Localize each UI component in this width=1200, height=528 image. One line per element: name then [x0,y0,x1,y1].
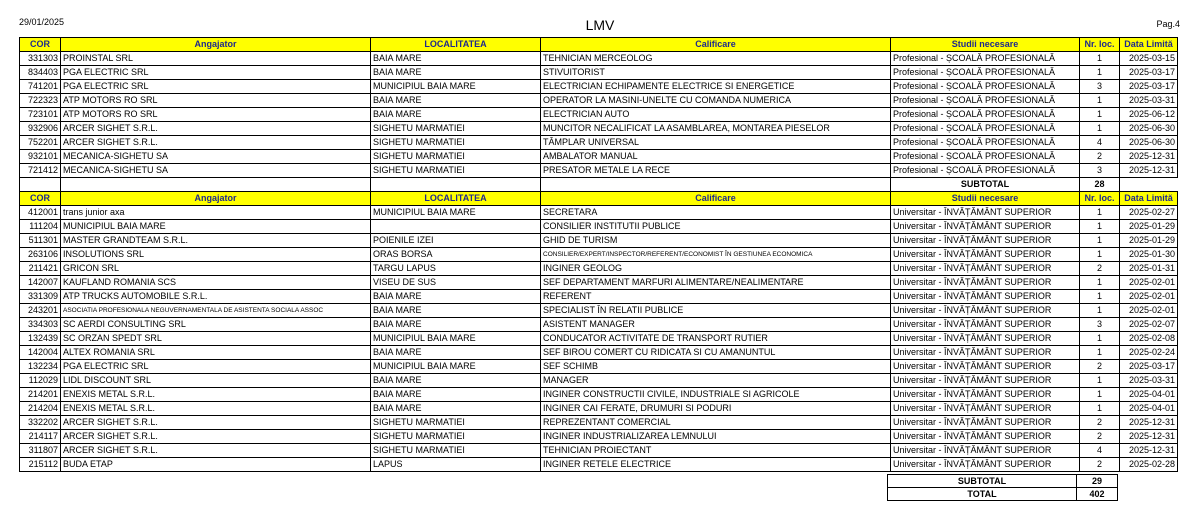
cell-studii: Profesional - ȘCOALĂ PROFESIONALĂ [891,52,1080,66]
cell-nr-loc: 3 [1080,164,1120,178]
table-row [20,458,1178,472]
cell-cor: 334303 [20,318,61,332]
cell-calificare: INGINER CAI FERATE, DRUMURI SI PODURI [541,402,891,416]
cell-angajator: ENEXIS METAL S.R.L. [61,388,371,402]
cell-nr-loc: 2 [1080,416,1120,430]
cell-studii: Universitar - ÎNVĂȚĂMÂNT SUPERIOR [891,388,1080,402]
cell-nr-loc: 4 [1080,444,1120,458]
cell-calificare: CONDUCATOR ACTIVITATE DE TRANSPORT RUTIER [541,332,891,346]
column-header-data-limita: Data Limită [1120,192,1178,206]
cell-cor: 112029 [20,374,61,388]
cell-calificare: INGINER CONSTRUCTII CIVILE, INDUSTRIALE SI AGRICOLE [541,388,891,402]
table-row [20,276,1178,290]
cell-studii: Universitar - ÎNVĂȚĂMÂNT SUPERIOR [891,276,1080,290]
cell-cor: 243201 [20,304,61,318]
cell-calificare: PRESATOR METALE LA RECE [541,164,891,178]
cell-studii: Universitar - ÎNVĂȚĂMÂNT SUPERIOR [891,458,1080,472]
cell-calificare: TEHNICIAN MERCEOLOG [541,52,891,66]
column-header-data-limita: Data Limită [1120,38,1178,52]
cell-localitatea: SIGHETU MARMATIEI [371,150,541,164]
cell-studii: Profesional - ȘCOALĂ PROFESIONALĂ [891,122,1080,136]
column-header-angajator: Angajator [61,38,371,52]
table-row [20,416,1178,430]
table-row [20,52,1178,66]
cell-localitatea: BAIA MARE [371,290,541,304]
cell-nr-loc: 2 [1080,150,1120,164]
cell-nr-loc: 1 [1080,304,1120,318]
cell-localitatea: BAIA MARE [371,346,541,360]
cell-calificare: REFERENT [541,290,891,304]
cell-angajator: ARCER SIGHET S.R.L. [61,444,371,458]
cell-localitatea [371,220,541,234]
cell-localitatea: SIGHETU MARMATIEI [371,444,541,458]
cell-calificare: ELECTRICIAN ECHIPAMENTE ELECTRICE SI ENERGETICE [541,80,891,94]
cell-cor: 412001 [20,206,61,220]
cell-angajator: MASTER GRANDTEAM S.R.L. [61,234,371,248]
cell-studii: Profesional - ȘCOALĂ PROFESIONALĂ [891,66,1080,80]
cell-nr-loc: 1 [1080,374,1120,388]
cell-nr-loc: 1 [1080,206,1120,220]
cell-cor: 511301 [20,234,61,248]
column-header-localitatea: LOCALITATEA [371,192,541,206]
cell-localitatea: ORAS BORSA [371,248,541,262]
cell-calificare: SECRETARA [541,206,891,220]
cell-nr-loc: 2 [1080,430,1120,444]
cell-cor: 211421 [20,262,61,276]
cell-calificare: STIVUITORIST [541,66,891,80]
total-row [888,488,1118,501]
cell-studii: Universitar - ÎNVĂȚĂMÂNT SUPERIOR [891,332,1080,346]
cell-calificare: REPREZENTANT COMERCIAL [541,416,891,430]
cell-data-limita: 2025-02-01 [1120,276,1178,290]
table-row [20,234,1178,248]
cell-nr-loc: 1 [1080,122,1120,136]
cell-localitatea: VISEU DE SUS [371,276,541,290]
cell-calificare: INGINER INDUSTRIALIZAREA LEMNULUI [541,430,891,444]
cell-studii: Universitar - ÎNVĂȚĂMÂNT SUPERIOR [891,248,1080,262]
cell-angajator: trans junior axa [61,206,371,220]
cell-localitatea: BAIA MARE [371,374,541,388]
cell-localitatea: POIENILE IZEI [371,234,541,248]
cell-data-limita: 2025-04-01 [1120,388,1178,402]
cell-nr-loc: 1 [1080,234,1120,248]
totals-table [887,474,1118,501]
cell-studii: Universitar - ÎNVĂȚĂMÂNT SUPERIOR [891,402,1080,416]
cell-calificare: CONSILIER INSTITUTII PUBLICE [541,220,891,234]
cell-cor: 132234 [20,360,61,374]
cell-data-limita: 2025-02-24 [1120,346,1178,360]
cell-cor: 752201 [20,136,61,150]
cell-localitatea: TARGU LAPUS [371,262,541,276]
cell-data-limita: 2025-12-31 [1120,430,1178,444]
cell-angajator: MECANICA-SIGHETU SA [61,164,371,178]
cell-cor: 132439 [20,332,61,346]
cell-angajator: PGA ELECTRIC SRL [61,360,371,374]
cell-localitatea: SIGHETU MARMATIEI [371,416,541,430]
cell-nr-loc: 2 [1080,458,1120,472]
table-row [20,318,1178,332]
table-row [20,248,1178,262]
subtotal-value: 28 [1080,178,1120,192]
cell-data-limita: 2025-01-31 [1120,262,1178,276]
cell-studii: Universitar - ÎNVĂȚĂMÂNT SUPERIOR [891,416,1080,430]
cell-studii: Universitar - ÎNVĂȚĂMÂNT SUPERIOR [891,444,1080,458]
cell-angajator: PROINSTAL SRL [61,52,371,66]
cell-data-limita: 2025-03-17 [1120,80,1178,94]
cell-calificare: TÂMPLAR UNIVERSAL [541,136,891,150]
total-value: 402 [1077,488,1118,501]
cell-cor: 932101 [20,150,61,164]
cell-calificare: INGINER RETELE ELECTRICE [541,458,891,472]
cell-localitatea: MUNICIPIUL BAIA MARE [371,80,541,94]
cell-calificare: INGINER GEOLOG [541,262,891,276]
empty-cell [541,178,891,192]
cell-calificare: ASISTENT MANAGER [541,318,891,332]
cell-angajator: KAUFLAND ROMANIA SCS [61,276,371,290]
cell-data-limita: 2025-02-08 [1120,332,1178,346]
table-row [20,402,1178,416]
table-row [20,206,1178,220]
cell-data-limita: 2025-02-27 [1120,206,1178,220]
cell-localitatea: LAPUS [371,458,541,472]
cell-data-limita: 2025-02-01 [1120,304,1178,318]
cell-studii: Universitar - ÎNVĂȚĂMÂNT SUPERIOR [891,234,1080,248]
cell-studii: Profesional - ȘCOALĂ PROFESIONALĂ [891,80,1080,94]
cell-nr-loc: 1 [1080,332,1120,346]
cell-localitatea: SIGHETU MARMATIEI [371,122,541,136]
cell-calificare: GHID DE TURISM [541,234,891,248]
cell-studii: Profesional - ȘCOALĂ PROFESIONALĂ [891,94,1080,108]
cell-data-limita: 2025-12-31 [1120,416,1178,430]
cell-nr-loc: 1 [1080,94,1120,108]
cell-angajator: INSOLUTIONS SRL [61,248,371,262]
header-row [20,38,1178,52]
cell-localitatea: SIGHETU MARMATIEI [371,136,541,150]
cell-nr-loc: 1 [1080,346,1120,360]
cell-cor: 142007 [20,276,61,290]
cell-cor: 741201 [20,80,61,94]
cell-angajator: MUNICIPIUL BAIA MARE [61,220,371,234]
column-header-calificare: Calificare [541,38,891,52]
cell-data-limita: 2025-06-12 [1120,108,1178,122]
cell-calificare: SEF BIROU COMERT CU RIDICATA SI CU AMANUNTUL [541,346,891,360]
cell-angajator: ARCER SIGHET S.R.L. [61,416,371,430]
cell-calificare: CONSILIER/EXPERT/INSPECTOR/REFERENT/ECONOMIST ÎN GESTIUNEA ECONOMICA [541,248,891,262]
cell-localitatea: SIGHETU MARMATIEI [371,164,541,178]
cell-cor: 263106 [20,248,61,262]
cell-studii: Universitar - ÎNVĂȚĂMÂNT SUPERIOR [891,346,1080,360]
subtotal-label: SUBTOTAL [888,475,1077,488]
table-row [20,304,1178,318]
cell-cor: 111204 [20,220,61,234]
cell-data-limita: 2025-03-31 [1120,94,1178,108]
empty-cell [371,178,541,192]
cell-studii: Universitar - ÎNVĂȚĂMÂNT SUPERIOR [891,262,1080,276]
cell-data-limita: 2025-03-17 [1120,360,1178,374]
cell-angajator: LIDL DISCOUNT SRL [61,374,371,388]
table-row [20,220,1178,234]
cell-nr-loc: 1 [1080,402,1120,416]
cell-data-limita: 2025-01-29 [1120,220,1178,234]
column-header-cor: COR [20,192,61,206]
cell-studii: Universitar - ÎNVĂȚĂMÂNT SUPERIOR [891,360,1080,374]
cell-data-limita: 2025-12-31 [1120,164,1178,178]
cell-nr-loc: 1 [1080,220,1120,234]
cell-studii: Profesional - ȘCOALĂ PROFESIONALĂ [891,164,1080,178]
cell-studii: Universitar - ÎNVĂȚĂMÂNT SUPERIOR [891,290,1080,304]
cell-angajator: ATP MOTORS RO SRL [61,108,371,122]
cell-nr-loc: 2 [1080,262,1120,276]
cell-data-limita: 2025-02-28 [1120,458,1178,472]
cell-data-limita: 2025-06-30 [1120,122,1178,136]
table-row [20,164,1178,178]
cell-localitatea: BAIA MARE [371,108,541,122]
cell-data-limita: 2025-12-31 [1120,444,1178,458]
cell-studii: Profesional - ȘCOALĂ PROFESIONALĂ [891,108,1080,122]
cell-angajator: PGA ELECTRIC SRL [61,80,371,94]
table-row [20,444,1178,458]
cell-cor: 214204 [20,402,61,416]
header-row [20,192,1178,206]
cell-angajator: GRICON SRL [61,262,371,276]
cell-localitatea: MUNICIPIUL BAIA MARE [371,360,541,374]
table-row [20,346,1178,360]
subtotal-label: SUBTOTAL [891,178,1080,192]
cell-localitatea: BAIA MARE [371,66,541,80]
cell-angajator: SC AERDI CONSULTING SRL [61,318,371,332]
cell-studii: Universitar - ÎNVĂȚĂMÂNT SUPERIOR [891,304,1080,318]
cell-nr-loc: 1 [1080,108,1120,122]
report-title: LMV [585,17,615,33]
cell-data-limita: 2025-02-07 [1120,318,1178,332]
cell-angajator: PGA ELECTRIC SRL [61,66,371,80]
cell-calificare: MUNCITOR NECALIFICAT LA ASAMBLAREA, MONTAREA PIESELOR [541,122,891,136]
cell-nr-loc: 1 [1080,52,1120,66]
cell-angajator: ARCER SIGHET S.R.L. [61,430,371,444]
cell-angajator: ATP TRUCKS AUTOMOBILE S.R.L. [61,290,371,304]
cell-cor: 331309 [20,290,61,304]
cell-localitatea: BAIA MARE [371,304,541,318]
table-row [20,108,1178,122]
cell-cor: 932906 [20,122,61,136]
cell-nr-loc: 4 [1080,136,1120,150]
cell-nr-loc: 1 [1080,388,1120,402]
table-row [20,136,1178,150]
column-header-calificare: Calificare [541,192,891,206]
cell-calificare: TEHNICIAN PROIECTANT [541,444,891,458]
column-header-studii: Studii necesare [891,192,1080,206]
cell-studii: Universitar - ÎNVĂȚĂMÂNT SUPERIOR [891,220,1080,234]
cell-localitatea: BAIA MARE [371,94,541,108]
cell-data-limita: 2025-06-30 [1120,136,1178,150]
cell-cor: 721412 [20,164,61,178]
empty-cell [61,178,371,192]
table-row [20,360,1178,374]
total-label: TOTAL [888,488,1077,501]
cell-localitatea: BAIA MARE [371,388,541,402]
cell-data-limita: 2025-01-29 [1120,234,1178,248]
cell-cor: 214117 [20,430,61,444]
cell-studii: Universitar - ÎNVĂȚĂMÂNT SUPERIOR [891,374,1080,388]
column-header-studii: Studii necesare [891,38,1080,52]
column-header-angajator: Angajator [61,192,371,206]
cell-angajator: ALTEX ROMANIA SRL [61,346,371,360]
subtotal-row [20,178,1178,192]
cell-angajator: ATP MOTORS RO SRL [61,94,371,108]
cell-studii: Universitar - ÎNVĂȚĂMÂNT SUPERIOR [891,206,1080,220]
table-row [20,332,1178,346]
cell-data-limita: 2025-03-31 [1120,374,1178,388]
cell-angajator: MECANICA-SIGHETU SA [61,150,371,164]
table-row [20,80,1178,94]
cell-localitatea: MUNICIPIUL BAIA MARE [371,206,541,220]
cell-nr-loc: 1 [1080,290,1120,304]
table-row [20,374,1178,388]
cell-localitatea: BAIA MARE [371,318,541,332]
subtotal-row [888,475,1118,488]
cell-cor: 331303 [20,52,61,66]
cell-calificare: ELECTRICIAN AUTO [541,108,891,122]
cell-data-limita: 2025-02-01 [1120,290,1178,304]
subtotal-value: 29 [1077,475,1118,488]
cell-nr-loc: 3 [1080,80,1120,94]
cell-nr-loc: 1 [1080,66,1120,80]
table-row [20,388,1178,402]
cell-data-limita: 2025-03-17 [1120,66,1178,80]
cell-angajator: BUDA ETAP [61,458,371,472]
cell-nr-loc: 3 [1080,318,1120,332]
cell-cor: 332202 [20,416,61,430]
cell-calificare: OPERATOR LA MASINI-UNELTE CU COMANDA NUMERICA [541,94,891,108]
jobs-table [19,37,1178,472]
page-number: Pag.4 [1156,19,1180,29]
cell-cor: 723101 [20,108,61,122]
cell-angajator: ENEXIS METAL S.R.L. [61,402,371,416]
cell-cor: 142004 [20,346,61,360]
cell-data-limita: 2025-12-31 [1120,150,1178,164]
cell-calificare: AMBALATOR MANUAL [541,150,891,164]
empty-cell [1120,178,1178,192]
empty-cell [20,178,61,192]
column-header-nr-loc: Nr. loc. [1080,192,1120,206]
cell-studii: Profesional - ȘCOALĂ PROFESIONALĂ [891,150,1080,164]
cell-calificare: SEF SCHIMB [541,360,891,374]
table-row [20,66,1178,80]
table-row [20,290,1178,304]
cell-cor: 215112 [20,458,61,472]
cell-angajator: ASOCIATIA PROFESIONALA NEGUVERNAMENTALA DE ASISTENTA SOCIALA ASSOC [61,304,371,318]
cell-cor: 834403 [20,66,61,80]
cell-cor: 214201 [20,388,61,402]
cell-angajator: ARCER SIGHET S.R.L. [61,136,371,150]
cell-localitatea: BAIA MARE [371,52,541,66]
cell-data-limita: 2025-03-15 [1120,52,1178,66]
cell-cor: 722323 [20,94,61,108]
cell-calificare: MANAGER [541,374,891,388]
table-row [20,150,1178,164]
cell-cor: 311807 [20,444,61,458]
table-row [20,262,1178,276]
table-row [20,430,1178,444]
report-date: 29/01/2025 [19,17,65,27]
cell-calificare: SPECIALIST ÎN RELATII PUBLICE [541,304,891,318]
cell-angajator: SC ORZAN SPEDT SRL [61,332,371,346]
column-header-localitatea: LOCALITATEA [371,38,541,52]
cell-angajator: ARCER SIGHET S.R.L. [61,122,371,136]
column-header-nr-loc: Nr. loc. [1080,38,1120,52]
cell-localitatea: BAIA MARE [371,402,541,416]
table-row [20,122,1178,136]
cell-studii: Profesional - ȘCOALĂ PROFESIONALĂ [891,136,1080,150]
cell-nr-loc: 1 [1080,276,1120,290]
cell-calificare: SEF DEPARTAMENT MARFURI ALIMENTARE/NEALIMENTARE [541,276,891,290]
column-header-cor: COR [20,38,61,52]
cell-localitatea: MUNICIPIUL BAIA MARE [371,332,541,346]
cell-studii: Universitar - ÎNVĂȚĂMÂNT SUPERIOR [891,318,1080,332]
cell-nr-loc: 1 [1080,248,1120,262]
cell-localitatea: SIGHETU MARMATIEI [371,430,541,444]
cell-data-limita: 2025-01-30 [1120,248,1178,262]
table-row [20,94,1178,108]
cell-nr-loc: 2 [1080,360,1120,374]
cell-studii: Universitar - ÎNVĂȚĂMÂNT SUPERIOR [891,430,1080,444]
cell-data-limita: 2025-04-01 [1120,402,1178,416]
